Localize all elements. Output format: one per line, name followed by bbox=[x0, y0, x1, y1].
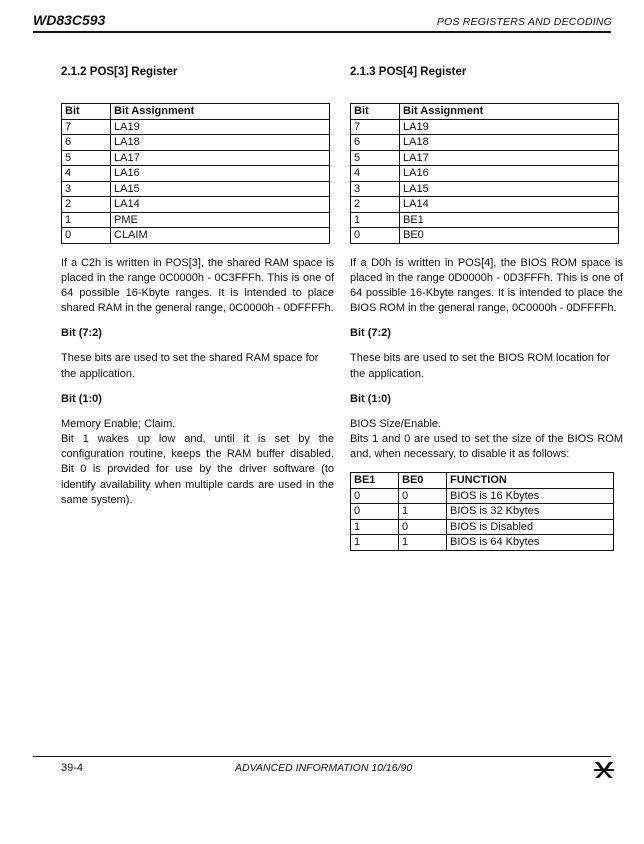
table-row bbox=[351, 212, 619, 228]
table-row bbox=[62, 181, 330, 197]
assignment-cell: BE1 bbox=[400, 212, 619, 228]
left-column bbox=[61, 66, 334, 508]
bit-cell: 0 bbox=[351, 228, 400, 244]
assignment-cell: PME bbox=[111, 212, 330, 228]
header-rule bbox=[33, 31, 611, 33]
header-cell: Bit Assignment bbox=[111, 104, 330, 120]
be0-cell: 1 bbox=[399, 504, 447, 520]
table-row bbox=[62, 197, 330, 213]
table-row bbox=[62, 166, 330, 182]
table-row bbox=[351, 519, 614, 535]
bit-cell: 7 bbox=[62, 119, 111, 135]
pos3-table bbox=[61, 103, 330, 244]
table-row bbox=[351, 166, 619, 182]
assignment-cell: LA16 bbox=[400, 166, 619, 182]
assignment-cell: LA15 bbox=[111, 181, 330, 197]
bit-cell: 6 bbox=[62, 135, 111, 151]
assignment-cell: LA15 bbox=[400, 181, 619, 197]
bit-cell: 4 bbox=[62, 166, 111, 182]
wd-logo-icon bbox=[593, 760, 615, 780]
be0-cell: 1 bbox=[399, 535, 447, 551]
bit10-title: BIOS Size/Enable. bbox=[350, 417, 442, 430]
bit10-heading: Bit (1:0) bbox=[350, 392, 391, 405]
function-cell: BIOS is 16 Kbytes bbox=[447, 488, 614, 504]
be1-cell: 0 bbox=[351, 504, 399, 520]
bit-cell: 3 bbox=[351, 181, 400, 197]
bit-cell: 1 bbox=[351, 212, 400, 228]
table-row bbox=[351, 135, 619, 151]
table-row bbox=[351, 119, 619, 135]
assignment-cell: LA17 bbox=[111, 150, 330, 166]
pos4-description: If a D0h is written in POS[4], the BIOS ROM space is placed in the range 0D0000h - 0D3FFFh. This is one of 64 possible 16-Kbyte ranges. It is intended to place the BIOS ROM in the general range, 0C0000h - 0DFFFFh. bbox=[350, 256, 623, 315]
pos3-heading: 2.1.2 POS[3] Register bbox=[61, 66, 178, 78]
header-cell: FUNCTION bbox=[447, 473, 614, 489]
page-number: 39-4 bbox=[61, 762, 84, 774]
bit72-heading: Bit (7:2) bbox=[61, 327, 102, 340]
table-row bbox=[351, 197, 619, 213]
function-cell: BIOS is 32 Kbytes bbox=[447, 504, 614, 520]
bit10-title: Memory Enable; Claim. bbox=[61, 417, 176, 430]
assignment-cell: LA14 bbox=[111, 197, 330, 213]
function-cell: BIOS is 64 Kbytes bbox=[447, 535, 614, 551]
bit-cell: 2 bbox=[351, 197, 400, 213]
assignment-cell: LA14 bbox=[400, 197, 619, 213]
section-title: POS REGISTERS AND DECODING bbox=[436, 16, 612, 28]
bit-cell: 1 bbox=[62, 212, 111, 228]
header-cell: Bit Assignment bbox=[400, 104, 619, 120]
table-row bbox=[62, 135, 330, 151]
table-row bbox=[62, 212, 330, 228]
assignment-cell: BE0 bbox=[400, 228, 619, 244]
be0-cell: 0 bbox=[399, 519, 447, 535]
pos4-table bbox=[350, 103, 619, 244]
table-row bbox=[62, 119, 330, 135]
table-header-row bbox=[351, 473, 614, 489]
bit-cell: 5 bbox=[62, 150, 111, 166]
be1-cell: 1 bbox=[351, 519, 399, 535]
table-row bbox=[62, 150, 330, 166]
bit-cell: 2 bbox=[62, 197, 111, 213]
table-header-row bbox=[351, 104, 619, 120]
bit-cell: 6 bbox=[351, 135, 400, 151]
table-row bbox=[351, 535, 614, 551]
be0-cell: 0 bbox=[399, 488, 447, 504]
pos3-description: If a C2h is written in POS[3], the shared RAM space is placed in the range 0C0000h - 0C3FFFh. This is one of 64 possible 16-Kbyte ranges. It is intended to place shared RAM in the general range, 0C0000h - 0DFFFFh. bbox=[61, 256, 334, 315]
table-row bbox=[351, 150, 619, 166]
bit-cell: 0 bbox=[62, 228, 111, 244]
table-row bbox=[351, 504, 614, 520]
footer-notice: ADVANCED INFORMATION 10/16/90 bbox=[235, 762, 413, 774]
bit-cell: 5 bbox=[351, 150, 400, 166]
header-cell: BE1 bbox=[351, 473, 399, 489]
assignment-cell: LA18 bbox=[111, 135, 330, 151]
bit72-description: These bits are used to set the shared RAM space for the application. bbox=[61, 352, 319, 380]
right-column bbox=[350, 66, 623, 551]
bios-size-table bbox=[350, 472, 614, 551]
table-header-row bbox=[62, 104, 330, 120]
bit10-description: Bit 1 wakes up low and, until it is set by the configuration routine, keeps the RAM buffer disabled. Bit 0 is provided for use by the driver software (to identify availability when multiple cards are used in the same system). bbox=[61, 432, 334, 506]
header-cell: BE0 bbox=[399, 473, 447, 489]
table-row bbox=[351, 228, 619, 244]
bit10-heading: Bit (1:0) bbox=[61, 392, 102, 405]
bit10-description: Bits 1 and 0 are used to set the size of the BIOS ROM and, when necessary, to disable it as follows: bbox=[350, 432, 623, 461]
bit72-heading: Bit (7:2) bbox=[350, 327, 391, 340]
header-cell: Bit bbox=[351, 104, 400, 120]
assignment-cell: CLAIM bbox=[111, 228, 330, 244]
function-cell: BIOS is Disabled bbox=[447, 519, 614, 535]
assignment-cell: LA19 bbox=[400, 119, 619, 135]
header-cell: Bit bbox=[62, 104, 111, 120]
be1-cell: 0 bbox=[351, 488, 399, 504]
document-title: WD83C593 bbox=[33, 12, 106, 28]
bit-cell: 3 bbox=[62, 181, 111, 197]
bit-cell: 7 bbox=[351, 119, 400, 135]
table-row bbox=[351, 181, 619, 197]
footer-rule bbox=[33, 756, 611, 757]
bit72-description: These bits are used to set the BIOS ROM location for the application. bbox=[350, 352, 610, 380]
table-row bbox=[62, 228, 330, 244]
assignment-cell: LA18 bbox=[400, 135, 619, 151]
be1-cell: 1 bbox=[351, 535, 399, 551]
assignment-cell: LA16 bbox=[111, 166, 330, 182]
assignment-cell: LA17 bbox=[400, 150, 619, 166]
pos4-heading: 2.1.3 POS[4] Register bbox=[350, 66, 467, 78]
bit-cell: 4 bbox=[351, 166, 400, 182]
assignment-cell: LA19 bbox=[111, 119, 330, 135]
table-row bbox=[351, 488, 614, 504]
